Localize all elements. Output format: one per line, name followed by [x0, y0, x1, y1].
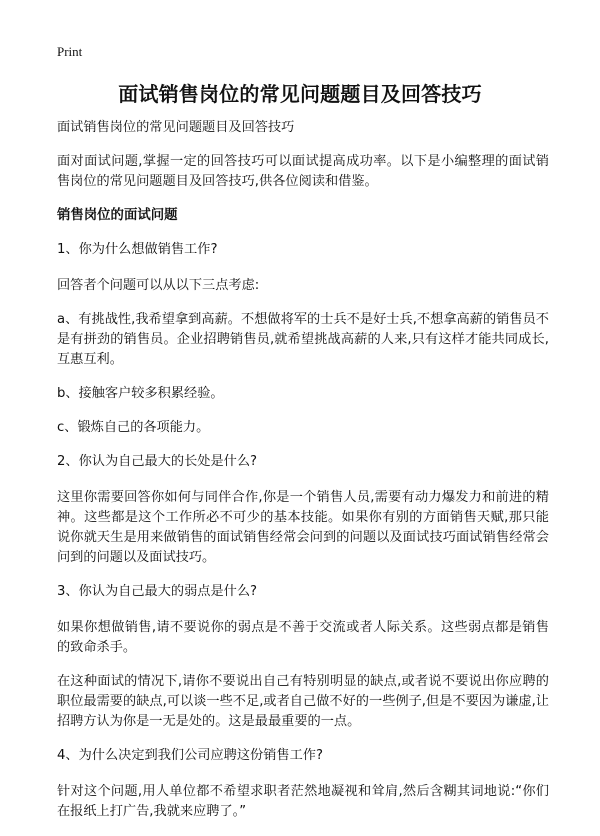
- page-title: 面试销售岗位的常见问题题目及回答技巧: [118, 82, 482, 106]
- question-4: 4、为什么决定到我们公司应聘这份销售工作?: [57, 748, 323, 763]
- question-1-lead: 回答者个问题可以从以下三点考虑:: [57, 278, 260, 293]
- article-body: [57, 118, 549, 836]
- question-2-answer: 这里你需要回答你如何与同伴合作,你是一个销售人员,需要有动力爆发力和前进的精神。这些都是这个工作所必不可少的基本技能。如果你有别的方面销售天赋,那只能说你就天生是用来做销售的面试销售经常会问到的问题以及面试技巧面试销售经常会问到的问题以及面试技巧。: [57, 490, 549, 565]
- intro-paragraph: 面对面试问题,掌握一定的回答技巧可以面试提高成功率。以下是小编整理的面试销售岗位的常见问题题目及回答技巧,供各位阅读和借鉴。: [57, 154, 549, 189]
- question-1-point-b: b、接触客户较多积累经验。: [57, 386, 224, 401]
- question-3-answer-1: 如果你想做销售,请不要说你的弱点是不善于交流或者人际关系。这些弱点都是销售的致命杀手。: [57, 620, 549, 655]
- print-link[interactable]: Print: [57, 44, 83, 59]
- question-3-answer-2: 在这种面试的情况下,请你不要说出自己有特别明显的缺点,或者说不要说出你应聘的职位最需要的缺点,可以谈一些不足,或者自己做不好的一些例子,但是不要因为谦虚,让招聘方认为你是一无是处的。这是最最重要的一点。: [57, 674, 549, 729]
- subtitle-paragraph: 面试销售岗位的常见问题题目及回答技巧: [57, 120, 295, 135]
- question-1: 1、你为什么想做销售工作?: [57, 242, 218, 257]
- question-2: 2、你认为自己最大的长处是什么?: [57, 454, 258, 469]
- question-1-point-a: a、有挑战性,我希望拿到高薪。不想做将军的士兵不是好士兵,不想拿高薪的销售员不是有拼劲的销售员。企业招聘销售员,就希望挑战高薪的人来,只有这样才能共同成长,互惠互利。: [57, 312, 549, 367]
- question-1-point-c: c、锻炼自己的各项能力。: [57, 420, 210, 435]
- question-4-answer: 针对这个问题,用人单位都不希望求职者茫然地凝视和耸肩,然后含糊其词地说:“你们在报纸上打广告,我就来应聘了。”: [57, 784, 549, 819]
- question-3: 3、你认为自己最大的弱点是什么?: [57, 584, 258, 599]
- section-heading: 销售岗位的面试问题: [57, 208, 178, 223]
